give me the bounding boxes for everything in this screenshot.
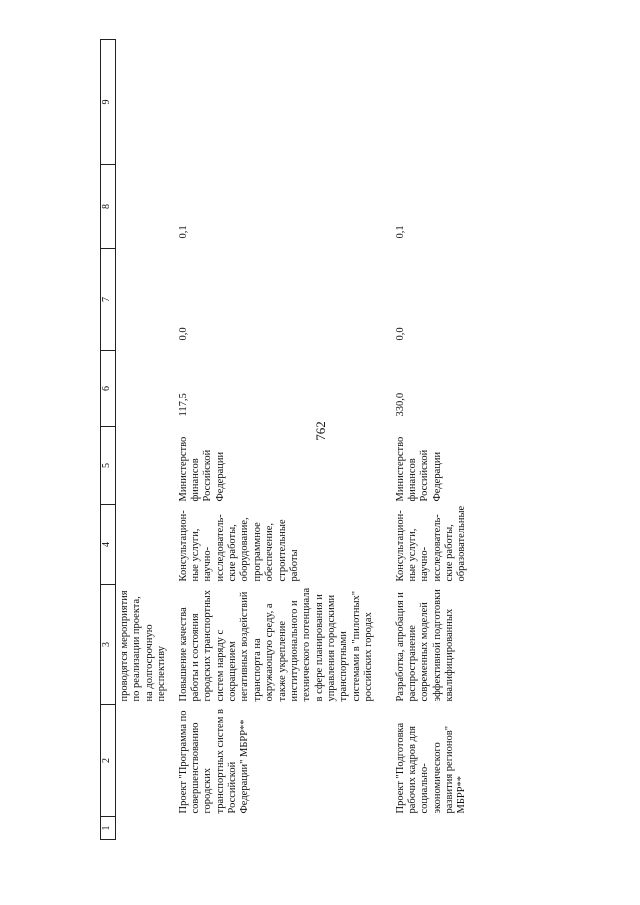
table-cell [170, 40, 387, 165]
value-cell: 0,1 [177, 225, 189, 239]
column-header: 9 [101, 40, 116, 165]
column-header: 1 [101, 817, 116, 840]
value-cell: 0,1 [394, 225, 406, 239]
table-cell [170, 817, 387, 840]
column-header: 8 [101, 165, 116, 249]
value-cell: 117,5 [177, 393, 189, 417]
executor-cell: Министерство финансов Российской Федерации [177, 436, 226, 502]
table-row [170, 40, 387, 840]
column-header: 3 [101, 585, 116, 705]
column-header: 2 [101, 705, 116, 817]
continuation-row [116, 40, 170, 840]
table-cell: проводятся мероприятия по реализации проекта, на долгосрочную перспективу [119, 590, 168, 702]
project-goal-cell: Повышение качества работы и состояния городских транспортных систем наряду с сокращением негативных воздействий транспорта на окружающую среду, а также укрепление институционального и технического потенциала в сфере планирования и управления городскими транспортными системами в "пилотных" российских городах [177, 587, 375, 702]
page-number: 762 [313, 421, 328, 441]
value-cell: 0,0 [394, 327, 406, 341]
executor-cell: Министерство финансов Российской Федерации [394, 436, 443, 502]
column-header: 6 [101, 351, 116, 427]
table-cell [116, 249, 170, 351]
table-cell [116, 165, 170, 249]
project-name-cell: Проект "Подготовка рабочих кадров для социально-экономического развития регионов" МБРР** [394, 722, 468, 814]
rotated-table-container [100, 40, 620, 840]
table-cell [116, 40, 170, 165]
table-cell [116, 505, 170, 585]
budget-table [100, 39, 546, 840]
table-cell [116, 351, 170, 427]
table-cell [116, 427, 170, 505]
table-cell [387, 817, 546, 840]
table-cell [116, 705, 170, 817]
column-number-header-row [101, 40, 116, 840]
table-cell [387, 40, 546, 165]
table-row [387, 40, 546, 840]
column-header: 4 [101, 505, 116, 585]
value-cell: 330,0 [394, 392, 406, 417]
column-header: 5 [101, 427, 116, 505]
project-name-cell: Проект "Программа по совершенствованию городских транспортных систем в Российской Федерации" МБРР** [177, 709, 251, 814]
service-type-cell: Консультацион-ные услуги, научно-исследователь-ские работы, оборудование, программное обеспечение, строительные работы [177, 510, 300, 582]
value-cell: 0,0 [177, 327, 189, 341]
table-cell [116, 817, 170, 840]
service-type-cell: Консультацион-ные услуги, научно-исследователь-ские работы, образовательные [394, 505, 468, 582]
project-goal-cell: Разработка, апробация и распространение современных моделей эффективной подготовки квалифицированных [394, 589, 455, 702]
column-header: 7 [101, 249, 116, 351]
